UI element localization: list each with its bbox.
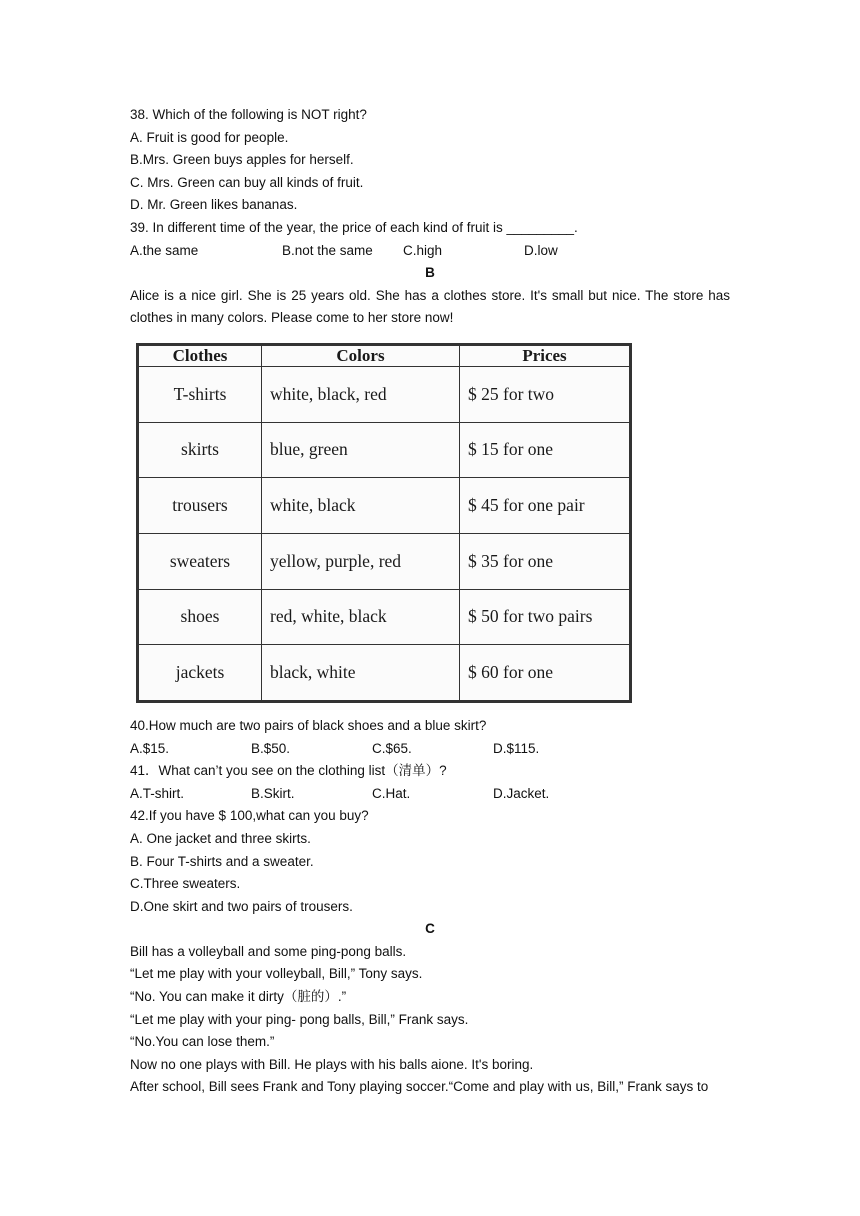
passage-c-line: “No. You can make it dirty（脏的）.” <box>130 989 347 1005</box>
q39-option-d: D.low <box>524 242 558 258</box>
q41-options <box>130 783 730 806</box>
q42-option-b: B. Four T-shirts and a sweater. <box>130 853 314 869</box>
passage-c-line: “No.You can lose them.” <box>130 1034 275 1050</box>
cell-clothes: skirts <box>139 422 262 478</box>
q40-option-a: A.$15. <box>130 740 170 756</box>
cell-colors: white, black <box>262 478 460 534</box>
cell-colors: blue, green <box>262 422 460 478</box>
q42-option-c: C.Three sweaters. <box>130 876 241 892</box>
cell-clothes: sweaters <box>139 533 262 589</box>
q41-option-a: A.T-shirt. <box>130 785 185 801</box>
q41-option-c: C.Hat. <box>372 785 411 801</box>
cell-clothes: trousers <box>139 478 262 534</box>
q39-option-c: C.high <box>403 242 443 258</box>
table-row <box>139 533 630 589</box>
q41-option-d: D.Jacket. <box>493 785 550 801</box>
cell-price: $ 50 for two pairs <box>460 589 630 645</box>
q40-options <box>130 738 730 761</box>
cell-price: $ 25 for two <box>460 366 630 422</box>
cell-price: $ 60 for one <box>460 645 630 701</box>
section-b-passage: Alice is a nice girl. She is 25 years old. She has a clothes store. It's small but nice. The store has clothes in many colors. Please come to her store now! <box>130 287 730 326</box>
question-38: 38. Which of the following is NOT right? <box>130 107 367 122</box>
cell-price: $ 35 for one <box>460 533 630 589</box>
question-39: 39. In different time of the year, the price of each kind of fruit is _________. <box>130 219 578 235</box>
worksheet-page <box>130 104 730 1099</box>
question-42: 42.If you have $ 100,what can you buy? <box>130 808 369 824</box>
question-41: 41．What can’t you see on the clothing list（清单）? <box>130 763 447 779</box>
table-row <box>139 478 630 534</box>
q40-option-d: D.$115. <box>493 740 540 756</box>
q39-options <box>130 240 730 263</box>
header-prices: Prices <box>460 345 630 366</box>
q38-option-c: C. Mrs. Green can buy all kinds of fruit. <box>130 174 364 190</box>
cell-price: $ 15 for one <box>460 422 630 478</box>
clothing-list-table <box>136 343 632 703</box>
cell-clothes: shoes <box>139 589 262 645</box>
cell-colors: black, white <box>262 645 460 701</box>
q38-option-d: D. Mr. Green likes bananas. <box>130 197 298 213</box>
header-colors: Colors <box>262 345 460 366</box>
passage-c-line: “Let me play with your volleyball, Bill,” Tony says. <box>130 966 423 982</box>
cell-colors: yellow, purple, red <box>262 533 460 589</box>
q38-option-b: B.Mrs. Green buys apples for herself. <box>130 152 354 168</box>
passage-c-line: Now no one plays with Bill. He plays with his balls aione. It's boring. <box>130 1056 534 1072</box>
table-row <box>139 366 630 422</box>
q41-option-b: B.Skirt. <box>251 785 295 801</box>
header-clothes: Clothes <box>139 345 262 366</box>
question-40: 40.How much are two pairs of black shoes and a blue skirt? <box>130 717 487 733</box>
q42-option-d: D.One skirt and two pairs of trousers. <box>130 898 353 914</box>
cell-price: $ 45 for one pair <box>460 478 630 534</box>
cell-colors: white, black, red <box>262 366 460 422</box>
passage-c-line: Bill has a volleyball and some ping-pong balls. <box>130 943 407 959</box>
table-row <box>139 645 630 701</box>
q39-option-b: B.not the same <box>282 242 373 258</box>
q42-option-a: A. One jacket and three skirts. <box>130 830 311 846</box>
table-header-row <box>139 345 630 366</box>
q38-option-a: A. Fruit is good for people. <box>130 129 289 145</box>
cell-clothes: T-shirts <box>139 366 262 422</box>
q40-option-b: B.$50. <box>251 740 291 756</box>
table-row <box>139 589 630 645</box>
passage-c-line: “Let me play with your ping- pong balls, Bill,” Frank says. <box>130 1011 469 1027</box>
section-c-heading: C <box>425 921 435 937</box>
q39-option-a: A.the same <box>130 242 199 258</box>
cell-clothes: jackets <box>139 645 262 701</box>
section-b-heading: B <box>425 265 435 281</box>
clothes-price-table <box>138 345 630 701</box>
q40-option-c: C.$65. <box>372 740 412 756</box>
cell-colors: red, white, black <box>262 589 460 645</box>
table-row <box>139 422 630 478</box>
passage-c-line: After school, Bill sees Frank and Tony playing soccer.“Come and play with us, Bill,” Frank says to <box>130 1079 709 1095</box>
